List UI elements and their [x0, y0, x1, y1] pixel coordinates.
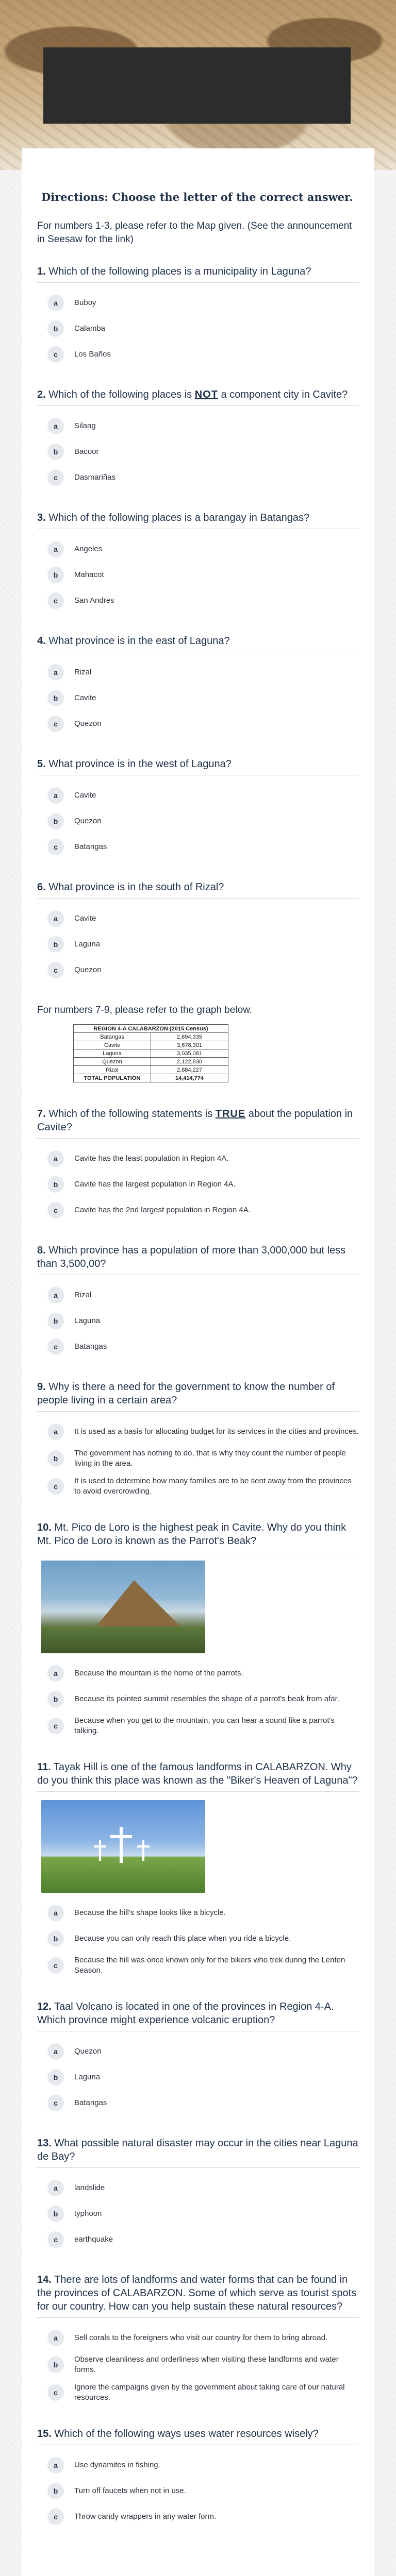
option-text: Ignore the campaigns given by the government about taking care of our natural resources.	[74, 2383, 345, 2402]
question-group-1	[37, 265, 359, 983]
question-prompt: Taal Volcano is located in one of the provinces in Region 4-A. Which province might experience volcanic eruption?	[37, 2001, 334, 2026]
option-letter-badge: a	[47, 910, 64, 927]
answer-option[interactable]	[37, 1197, 359, 1223]
question-group-2	[37, 1107, 359, 2530]
question-prompt: Why is there a need for the government to know the number of people living in a certain area?	[37, 1381, 335, 1406]
answer-option[interactable]	[37, 2478, 359, 2504]
option-letter-badge: b	[47, 320, 64, 337]
answer-options	[37, 1146, 359, 1223]
answer-option[interactable]	[37, 957, 359, 983]
option-text: Because the hill was once known only for the bikers who trek during the Lenten Season.	[74, 1956, 345, 1975]
answer-option[interactable]	[37, 1472, 359, 1500]
question-text	[37, 388, 359, 406]
question-number: 3.	[37, 512, 46, 523]
option-letter-badge: b	[47, 2357, 64, 2373]
population-row	[74, 1058, 228, 1066]
option-letter-badge: c	[47, 1718, 64, 1734]
option-letter-badge: c	[47, 962, 64, 978]
answer-option[interactable]	[37, 1900, 359, 1926]
question-text	[37, 2137, 359, 2168]
option-letter-badge: a	[47, 295, 64, 311]
answer-option[interactable]	[37, 783, 359, 808]
form-title-bar	[43, 47, 351, 124]
answer-options	[37, 659, 359, 737]
option-letter-badge: c	[47, 1478, 64, 1495]
option-letter-badge: b	[47, 1930, 64, 1947]
question-text	[37, 2427, 359, 2445]
question-12	[37, 2000, 359, 2116]
answer-option[interactable]	[37, 2227, 359, 2252]
question-prompt: Which of the following places is a municipality in Laguna?	[48, 266, 311, 277]
answer-option[interactable]	[37, 711, 359, 737]
option-letter-badge: a	[47, 1150, 64, 1167]
answer-option[interactable]	[37, 808, 359, 834]
question-15	[37, 2427, 359, 2530]
option-letter-badge: a	[47, 2457, 64, 2473]
question-number: 2.	[37, 389, 46, 400]
option-letter-badge: c	[47, 346, 64, 363]
answer-option[interactable]	[37, 1419, 359, 1445]
question-number: 14.	[37, 2274, 52, 2285]
province-population: 2,694,335	[151, 1033, 228, 1041]
question-prompt-end: about the population in Cavite?	[37, 1108, 353, 1133]
option-text: Cavite	[74, 914, 96, 923]
answer-option[interactable]	[37, 536, 359, 562]
question-number: 7.	[37, 1108, 46, 1120]
question-14	[37, 2273, 359, 2406]
option-letter-badge: a	[47, 664, 64, 681]
option-text: Cavite	[74, 791, 96, 800]
answer-option[interactable]	[37, 906, 359, 931]
question-13	[37, 2137, 359, 2252]
answer-options	[37, 536, 359, 614]
answer-option[interactable]	[37, 465, 359, 490]
question-number: 5.	[37, 758, 46, 770]
total-value: 14,414,774	[151, 1074, 228, 1082]
question-prompt: What possible natural disaster may occur in the cities near Laguna de Bay?	[37, 2138, 358, 2162]
question-number: 1.	[37, 266, 46, 277]
question-number: 12.	[37, 2001, 52, 2012]
question-prompt: Tayak Hill is one of the famous landforms in CALABARZON. Why do you think this place was known as the "Biker's Heaven of Laguna"?	[37, 1761, 358, 1786]
population-total-row	[74, 1074, 228, 1082]
question-text	[37, 1760, 359, 1792]
population-row	[74, 1066, 228, 1074]
option-text: Because the mountain is the home of the parrots.	[74, 1669, 243, 1677]
directions-heading: Directions: Choose the letter of the correct answer.	[41, 191, 353, 204]
option-text: Cavite has the 2nd largest population in Region 4A.	[74, 1206, 251, 1214]
answer-options	[37, 1419, 359, 1500]
option-letter-badge: b	[47, 1313, 64, 1329]
option-letter-badge: b	[47, 567, 64, 583]
question-number: 10.	[37, 1522, 52, 1533]
option-text: Turn off faucets when not in use.	[74, 2486, 186, 2495]
option-text: Rizal	[74, 1291, 92, 1299]
question-1	[37, 265, 359, 367]
option-text: Because its pointed summit resembles the shape of a parrot's beak from afar.	[74, 1694, 339, 1703]
question-prompt: Which of the following statements is	[48, 1108, 216, 1120]
graph-instructions: For numbers 7-9, please refer to the graph below.	[37, 1005, 253, 1015]
option-letter-badge: c	[47, 1338, 64, 1355]
hill-crosses-photo	[41, 1800, 205, 1893]
answer-option[interactable]	[37, 2504, 359, 2530]
province-population: 3,678,301	[151, 1041, 228, 1049]
answer-option[interactable]	[37, 2379, 359, 2406]
option-text: Because you can only reach this place when you ride a bicycle.	[74, 1934, 291, 1943]
province-name: Rizal	[74, 1066, 151, 1074]
answer-option[interactable]	[37, 1172, 359, 1197]
option-text: Because the hill's shape looks like a bicycle.	[74, 1908, 226, 1917]
answer-options	[37, 2175, 359, 2252]
answer-option[interactable]	[37, 1445, 359, 1472]
answer-option[interactable]	[37, 931, 359, 957]
option-text: Cavite has the least population in Region 4A.	[74, 1154, 229, 1163]
question-5	[37, 757, 359, 860]
question-10	[37, 1521, 359, 1740]
option-letter-badge: b	[47, 690, 64, 706]
question-9	[37, 1380, 359, 1500]
question-prompt-end: a component city in Cavite?	[218, 389, 348, 400]
option-letter-badge: c	[47, 2231, 64, 2248]
answer-option[interactable]	[37, 2351, 359, 2379]
option-letter-badge: c	[47, 2384, 64, 2401]
answer-option[interactable]	[37, 588, 359, 614]
option-text: Angeles	[74, 545, 103, 553]
question-number: 6.	[37, 882, 46, 893]
question-prompt: Mt. Pico de Loro is the highest peak in Cavite. Why do you think Mt. Pico de Loro is known as the Parrot's Beak?	[37, 1522, 346, 1547]
question-text	[37, 1107, 359, 1139]
answer-options	[37, 290, 359, 367]
answer-option[interactable]	[37, 290, 359, 316]
answer-option[interactable]	[37, 2064, 359, 2090]
option-letter-badge: b	[47, 813, 64, 829]
province-name: Cavite	[74, 1041, 151, 1049]
question-prompt: What province is in the south of Rizal?	[48, 882, 224, 893]
option-text: typhoon	[74, 2209, 102, 2218]
option-text: Mahacot	[74, 570, 104, 579]
option-text: Laguna	[74, 940, 101, 948]
province-population: 2,884,227	[151, 1066, 228, 1074]
answer-options	[37, 906, 359, 983]
answer-option[interactable]	[37, 1952, 359, 1979]
option-text: San Andres	[74, 596, 114, 605]
answer-option[interactable]	[37, 1660, 359, 1686]
question-11	[37, 1760, 359, 1979]
question-2	[37, 388, 359, 490]
option-text: Quezon	[74, 817, 102, 825]
option-text: The government has nothing to do, that is why they count the number of people living in the area.	[74, 1449, 346, 1468]
answer-options	[37, 413, 359, 490]
answer-options	[37, 2039, 359, 2116]
population-table	[73, 1024, 228, 1082]
question-text	[37, 880, 359, 899]
answer-option[interactable]	[37, 342, 359, 367]
option-text: Calamba	[74, 324, 106, 333]
question-prompt: Which of the following places is a barangay in Batangas?	[48, 512, 310, 523]
question-prompt: What province is in the west of Laguna?	[48, 758, 232, 770]
option-text: Throw candy wrappers in any water form.	[74, 2512, 217, 2521]
option-text: Use dynamites in fishing.	[74, 2461, 160, 2469]
population-row	[74, 1049, 228, 1058]
answer-option[interactable]	[37, 2090, 359, 2116]
option-text: landslide	[74, 2183, 105, 2192]
answer-options	[37, 2452, 359, 2530]
answer-option[interactable]	[37, 834, 359, 860]
question-number: 9.	[37, 1381, 46, 1393]
answer-option[interactable]	[37, 439, 359, 465]
option-text: Cavite has the largest population in Region 4A.	[74, 1180, 236, 1189]
option-letter-badge: a	[47, 787, 64, 804]
option-letter-badge: c	[47, 592, 64, 609]
answer-option[interactable]	[37, 659, 359, 685]
question-prompt: Which province has a population of more than 3,000,000 but less than 3,500,00?	[37, 1245, 346, 1269]
question-number: 15.	[37, 2428, 52, 2439]
answer-option[interactable]	[37, 2175, 359, 2201]
option-letter-badge: a	[47, 2330, 64, 2346]
option-text: Quezon	[74, 965, 102, 974]
question-7	[37, 1107, 359, 1223]
option-text: Laguna	[74, 2073, 101, 2081]
option-text: Sell corals to the foreigners who visit our country for them to bring abroad.	[74, 2333, 328, 2342]
answer-option[interactable]	[37, 316, 359, 342]
option-letter-badge: a	[47, 1287, 64, 1303]
question-text	[37, 1244, 359, 1275]
option-text: earthquake	[74, 2235, 113, 2244]
option-text: Los Baños	[74, 350, 111, 359]
answer-option[interactable]	[37, 2039, 359, 2064]
option-letter-badge: a	[47, 1665, 64, 1682]
option-text: Silang	[74, 421, 96, 430]
question-text	[37, 2273, 359, 2318]
option-letter-badge: c	[47, 2509, 64, 2525]
question-text	[37, 757, 359, 775]
total-label: TOTAL POPULATION	[74, 1074, 151, 1082]
answer-options	[37, 1660, 359, 1740]
answer-option[interactable]	[37, 1926, 359, 1952]
answer-option[interactable]	[37, 685, 359, 711]
question-text	[37, 1380, 359, 1412]
option-letter-badge: b	[47, 936, 64, 953]
question-prompt: There are lots of landforms and water forms that can be found in the provinces of CALABARZON. Some of which serve as tourist spots for our country. How can you help sustain these natural resources?	[37, 2274, 357, 2312]
option-text: Bacoor	[74, 447, 99, 456]
option-text: Buboy	[74, 298, 96, 307]
option-text: Batangas	[74, 1342, 107, 1351]
option-letter-badge: c	[47, 1202, 64, 1218]
map-instructions: For numbers 1-3, please refer to the Map given. (See the announcement in Seesaw for the link)	[37, 221, 352, 245]
option-text: Rizal	[74, 668, 92, 676]
option-text: Cavite	[74, 693, 96, 702]
answer-option[interactable]	[37, 2325, 359, 2351]
answer-option[interactable]	[37, 1686, 359, 1712]
option-letter-badge: b	[47, 444, 64, 460]
population-row	[74, 1033, 228, 1041]
question-number: 11.	[37, 1761, 51, 1773]
quiz-card	[22, 148, 374, 2576]
answer-options	[37, 1282, 359, 1360]
question-prompt: Which of the following ways uses water resources wisely?	[54, 2428, 319, 2439]
answer-option[interactable]	[37, 1308, 359, 1334]
option-text: It is used to determine how many families are to be sent away from the provinces to avoid overcrowding.	[74, 1477, 352, 1496]
answer-options	[37, 783, 359, 860]
question-text	[37, 1521, 359, 1552]
answer-option[interactable]	[37, 2452, 359, 2478]
option-text: Batangas	[74, 2098, 107, 2107]
option-text: Dasmariñas	[74, 473, 116, 482]
question-emphasis: TRUE	[215, 1108, 246, 1120]
question-text	[37, 511, 359, 529]
question-prompt: What province is in the east of Laguna?	[48, 635, 230, 647]
answer-options	[37, 2325, 359, 2406]
answer-option[interactable]	[37, 1282, 359, 1308]
option-letter-badge: b	[47, 2069, 64, 2086]
option-letter-badge: a	[47, 418, 64, 434]
question-prompt: Which of the following places is	[48, 389, 195, 400]
option-letter-badge: a	[47, 1423, 64, 1440]
answer-option[interactable]	[37, 2201, 359, 2227]
answer-option[interactable]	[37, 1334, 359, 1360]
question-4	[37, 634, 359, 737]
option-letter-badge: b	[47, 1691, 64, 1707]
option-letter-badge: b	[47, 2206, 64, 2222]
question-number: 8.	[37, 1245, 46, 1256]
province-population: 3,035,081	[151, 1049, 228, 1058]
answer-option[interactable]	[37, 413, 359, 439]
question-emphasis: NOT	[194, 389, 218, 400]
question-text	[37, 265, 359, 283]
answer-options	[37, 1900, 359, 1979]
province-name: Laguna	[74, 1049, 151, 1058]
question-number: 4.	[37, 635, 46, 647]
option-letter-badge: a	[47, 1905, 64, 1921]
option-text: Because when you get to the mountain, you can hear a sound like a parrot's talking.	[74, 1716, 335, 1735]
option-letter-badge: a	[47, 541, 64, 557]
option-text: Quezon	[74, 2047, 102, 2056]
option-letter-badge: a	[47, 2043, 64, 2060]
option-letter-badge: c	[47, 716, 64, 732]
question-number: 13.	[37, 2138, 52, 2149]
option-letter-badge: c	[47, 469, 64, 486]
question-3	[37, 511, 359, 614]
question-text	[37, 2000, 359, 2031]
province-population: 2,122,830	[151, 1058, 228, 1066]
option-text: Observe cleanliness and orderliness when visiting these landforms and water forms.	[74, 2355, 339, 2374]
option-letter-badge: b	[47, 1450, 64, 1467]
answer-option[interactable]	[37, 1146, 359, 1172]
option-text: Batangas	[74, 842, 107, 851]
province-name: Quezon	[74, 1058, 151, 1066]
population-table-title: REGION 4-A CALABARZON (2015 Census)	[74, 1025, 228, 1033]
option-text: Quezon	[74, 719, 102, 728]
option-letter-badge: c	[47, 1957, 64, 1974]
province-name: Batangas	[74, 1033, 151, 1041]
option-letter-badge: a	[47, 2180, 64, 2196]
question-text	[37, 634, 359, 652]
option-letter-badge: b	[47, 2483, 64, 2499]
option-text: It is used as a basis for allocating budget for its services in the cities and provinces.	[74, 1427, 359, 1436]
question-6	[37, 880, 359, 983]
question-8	[37, 1244, 359, 1360]
mountain-photo	[41, 1561, 205, 1653]
population-row	[74, 1041, 228, 1049]
answer-option[interactable]	[37, 1712, 359, 1740]
option-letter-badge: b	[47, 1176, 64, 1193]
answer-option[interactable]	[37, 562, 359, 588]
option-letter-badge: c	[47, 2095, 64, 2111]
option-letter-badge: c	[47, 839, 64, 855]
option-text: Laguna	[74, 1316, 101, 1325]
